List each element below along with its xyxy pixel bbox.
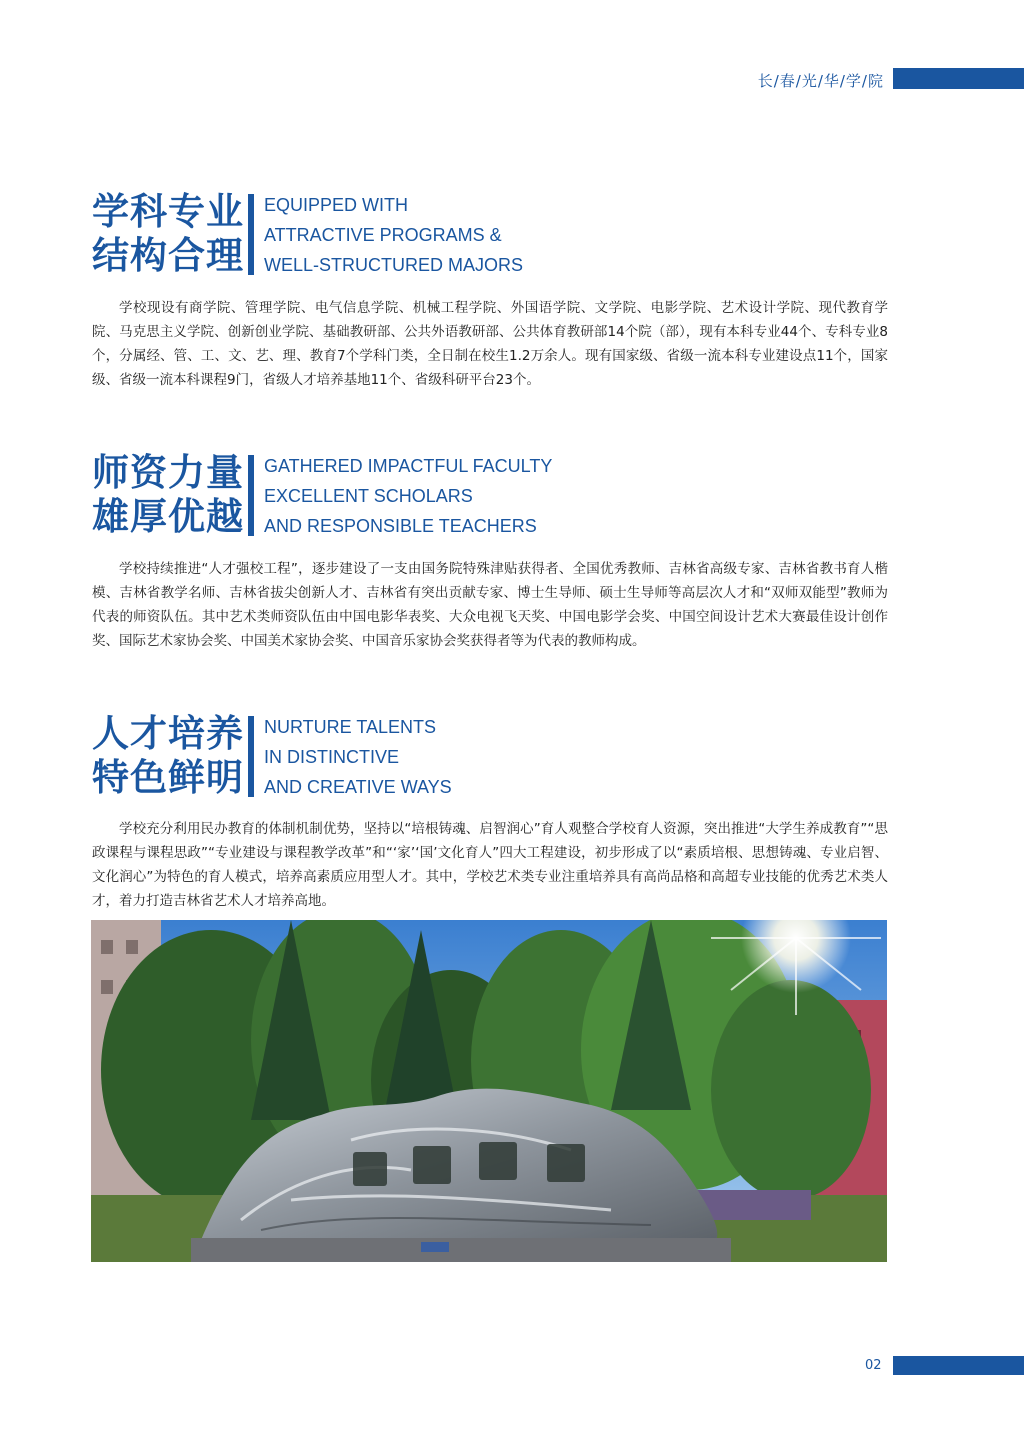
- zh-title-line1: 师资力量: [92, 451, 244, 494]
- header-school-name: 长/春/光/华/学/院: [757, 72, 884, 90]
- en-title-line3: WELL-STRUCTURED MAJORS: [264, 255, 524, 275]
- en-title-line2: IN DISTINCTIVE: [264, 747, 400, 767]
- en-title-line3: AND CREATIVE WAYS: [264, 777, 452, 797]
- en-title-line1: EQUIPPED WITH: [264, 195, 409, 215]
- en-title: [264, 451, 552, 541]
- en-title-line2: EXCELLENT SCHOLARS: [264, 486, 473, 506]
- section-heading-talents: [92, 712, 892, 802]
- title-divider: [248, 194, 254, 275]
- section-heading-faculty: [92, 451, 892, 541]
- zh-title-line2: 结构合理: [92, 234, 244, 277]
- header-accent-bar: [893, 68, 1024, 89]
- section-body-faculty: 学校持续推进“人才强校工程”，逐步建设了一支由国务院特殊津贴获得者、全国优秀教师、吉林省高级专家、吉林省教书育人楷模、吉林省教学名师、吉林省拔尖创新人才、吉林省有突出贡献专家、博士生导师、硕士生导师等高层次人才和“双师双能型”教师为代表的师资队伍。其中艺术类师资队伍由中国电影华表奖、大众电视飞天奖、中国电影学会奖、中国空间设计艺术大赛最佳设计创作奖、国际艺术家协会奖、中国美术家协会奖、中国音乐家协会奖获得者等为代表的教师构成。: [92, 561, 888, 649]
- section-heading-majors: [92, 190, 892, 280]
- zh-title-line2: 特色鲜明: [92, 756, 244, 799]
- zh-title-line2: 雄厚优越: [92, 495, 244, 538]
- section-body-majors: 学校现设有商学院、管理学院、电气信息学院、机械工程学院、外国语学院、文学院、电影学院、艺术设计学院、现代教育学院、马克思主义学院、创新创业学院、基础教研部、公共外语教研部、公共体育教研部14个院（部），现有本科专业44个、专科专业8个，分属经、管、工、文、艺、理、教育7个学科门类，全日制在校生1.2万余人。现有国家级、省级一流本科专业建设点11个，国家级、省级一流本科课程9门，省级人才培养基地11个、省级科研平台23个。: [92, 300, 888, 388]
- zh-title: [92, 451, 244, 539]
- en-title: [264, 190, 523, 280]
- title-divider: [248, 455, 254, 536]
- section-body-talents: 学校充分利用民办教育的体制机制优势，坚持以“培根铸魂、启智润心”育人观整合学校育人资源，突出推进“大学生养成教育”“思政课程与课程思政”“专业建设与课程教学改革”和“‘家’‘国’文化育人”四大工程建设，初步形成了以“素质培根、思想铸魂、专业启智、文化润心”为特色的育人模式，培养高素质应用型人才。其中，学校艺术类专业注重培养具有高尚品格和高超专业技能的优秀艺术类人才，着力打造吉林省艺术人才培养高地。: [92, 821, 888, 909]
- en-title: [264, 712, 452, 802]
- zh-title-line1: 学科专业: [92, 190, 244, 233]
- en-title-line3: AND RESPONSIBLE TEACHERS: [264, 516, 537, 536]
- zh-title: [92, 712, 244, 800]
- en-title-line1: NURTURE TALENTS: [264, 717, 437, 737]
- zh-title: [92, 190, 244, 278]
- footer-accent-bar: [893, 1356, 1024, 1375]
- campus-photo: [91, 920, 887, 1262]
- en-title-line1: GATHERED IMPACTFUL FACULTY: [264, 456, 553, 476]
- en-title-line2: ATTRACTIVE PROGRAMS &: [264, 225, 502, 245]
- title-divider: [248, 716, 254, 797]
- page-number: 02: [865, 1358, 882, 1373]
- zh-title-line1: 人才培养: [92, 712, 244, 755]
